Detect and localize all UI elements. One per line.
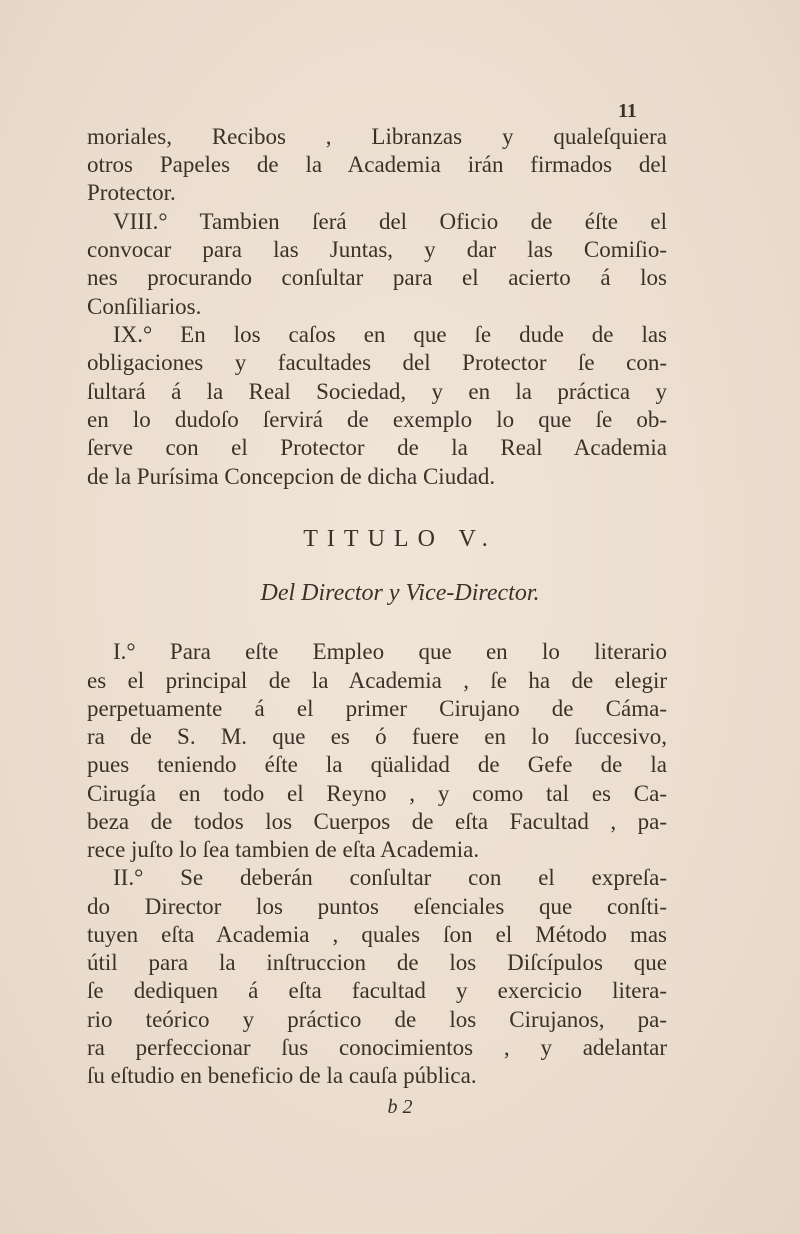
text-line: I.° Para eſte Empleo que en lo literario — [113, 639, 667, 664]
text-line: moriales, Recibos , Libranzas y qualeſquiera — [87, 124, 667, 149]
text-line: VIII.° Tambien ſerá del Oficio de éſte el — [113, 209, 667, 234]
text-line: ra perfeccionar ſus conocimientos , y adelantar — [87, 1035, 667, 1060]
text-line: IX.° En los caſos en que ſe dude de las — [113, 322, 667, 347]
text-line: otros Papeles de la Academia irán firmados del — [87, 152, 667, 177]
signature-mark: b 2 — [387, 1096, 413, 1118]
text-line: tuyen eſta Academia , quales ſon el Método mas — [87, 922, 667, 947]
text-line: convocar para las Juntas, y dar las Comiſio- — [87, 237, 667, 262]
text-line: nes procurando conſultar para el acierto á los — [87, 265, 667, 290]
text-line: es el principal de la Academia , ſe ha de elegir — [87, 668, 667, 693]
text-line: Protector. — [87, 180, 176, 205]
text-line: obligaciones y facultades del Protector ſe con- — [87, 350, 667, 375]
text-line: ſerve con el Protector de la Real Academia — [87, 435, 667, 460]
text-line: perpetuamente á el primer Cirujano de Cáma- — [87, 696, 667, 721]
section-title: TITULO V. — [303, 526, 497, 552]
text-line: pues teniendo éſte la qüalidad de Gefe de la — [87, 752, 667, 777]
text-line: en lo dudoſo ſervirá de exemplo lo que ſe ob- — [87, 407, 667, 432]
text-line: útil para la inſtruccion de los Diſcípulos que — [87, 950, 667, 975]
text-line: II.° Se deberán conſultar con el expreſa- — [113, 865, 667, 890]
text-line: ſu eſtudio en beneficio de la cauſa pública. — [87, 1063, 477, 1088]
text-line: Conſiliarios. — [87, 294, 202, 319]
text-line: beza de todos los Cuerpos de eſta Facultad , pa- — [87, 809, 667, 834]
text-line: rio teórico y práctico de los Cirujanos, pa- — [87, 1007, 667, 1032]
text-line: de la Purísima Concepcion de dicha Ciudad. — [87, 464, 496, 489]
text-line: ſultará á la Real Sociedad, y en la práctica y — [87, 379, 667, 404]
text-line: Cirugía en todo el Reyno , y como tal es Ca- — [87, 781, 667, 806]
text-line: ſe dediquen á eſta facultad y exercicio litera- — [87, 978, 667, 1003]
page-number: 11 — [618, 100, 637, 122]
text-line: rece juſto lo ſea tambien de eſta Academia. — [87, 837, 480, 862]
text-line: do Director los puntos eſenciales que conſti- — [87, 894, 667, 919]
section-subtitle: Del Director y Vice-Director. — [260, 580, 540, 606]
text-line: ra de S. M. que es ó fuere en lo ſuccesivo, — [87, 724, 667, 749]
